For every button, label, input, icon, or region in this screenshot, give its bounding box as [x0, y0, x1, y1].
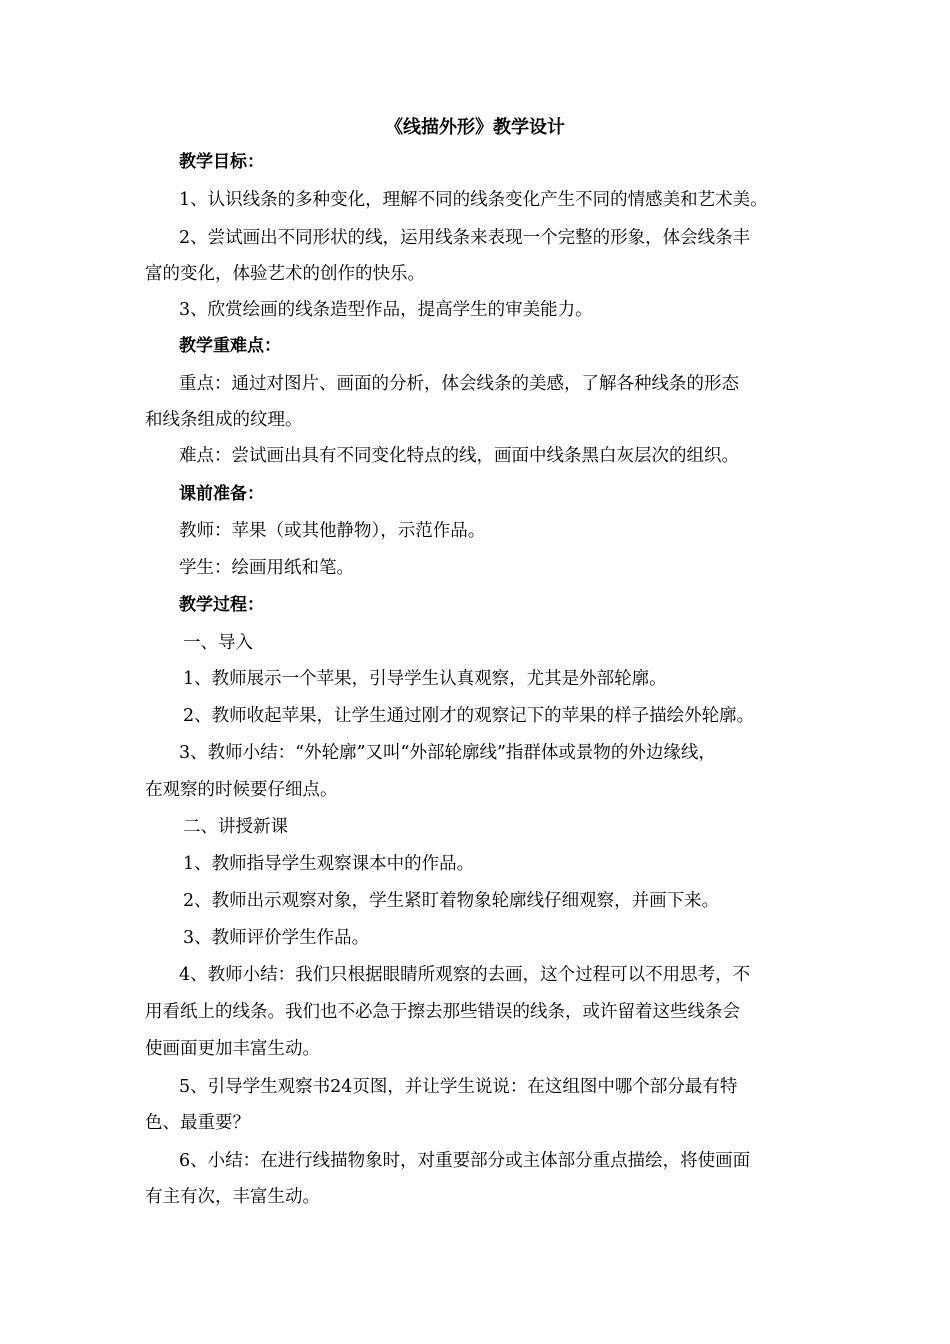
paragraph-line: 3、教师小结：“外轮廓”又叫“外部轮廓线”指群体或景物的外边缘线， — [179, 743, 716, 763]
paragraph-line: 难点：尝试画出具有不同变化特点的线，画面中线条黑白灰层次的组织。 — [179, 446, 739, 466]
paragraph-line: 用看纸上的线条。我们也不必急于擦去那些错误的线条，或许留着这些线条会 — [145, 1002, 740, 1022]
section-heading: 教学重难点： — [179, 336, 281, 356]
paragraph-line: 5、引导学生观察书24页图，并让学生说说：在这组图中哪个部分最有特 — [179, 1077, 738, 1097]
section-heading: 教学目标： — [179, 152, 264, 172]
paragraph-line: 4、教师小结：我们只根据眼睛所观察的去画，这个过程可以不用思考，不 — [179, 965, 751, 985]
paragraph-line: 1、认识线条的多种变化，理解不同的线条变化产生不同的情感美和艺术美。 — [179, 190, 768, 210]
paragraph-line: 1、教师展示一个苹果，引导学生认真观察，尤其是外部轮廓。 — [183, 669, 667, 689]
paragraph-line: 2、教师出示观察对象，学生紧盯着物象轮廓线仔细观察，并画下来。 — [183, 891, 720, 911]
paragraph-line: 一、导入 — [183, 633, 253, 653]
paragraph-line: 教师：苹果（或其他静物），示范作品。 — [179, 521, 486, 541]
paragraph-line: 使画面更加丰富生动。 — [145, 1039, 320, 1059]
paragraph-line: 1、教师指导学生观察课本中的作品。 — [183, 854, 475, 874]
paragraph-line: 2、尝试画出不同形状的线，运用线条来表现一个完整的形象，体会线条丰 — [179, 228, 751, 248]
paragraph-line: 学生：绘画用纸和笔。 — [179, 558, 354, 578]
paragraph-line: 色、最重要？ — [145, 1113, 250, 1133]
paragraph-line: 富的变化，体验艺术的创作的快乐。 — [145, 264, 425, 284]
paragraph-line: 二、讲授新课 — [183, 817, 288, 837]
paragraph-line: 有主有次，丰富生动。 — [145, 1187, 320, 1207]
paragraph-line: 重点：通过对图片、画面的分析，体会线条的美感，了解各种线条的形态 — [179, 374, 739, 394]
paragraph-line: 3、欣赏绘画的线条造型作品，提高学生的审美能力。 — [179, 300, 593, 320]
section-heading: 课前准备： — [179, 484, 264, 504]
paragraph-line: 在观察的时候要仔细点。 — [145, 780, 338, 800]
paragraph-line: 6、小结：在进行线描物象时，对重要部分或主体部分重点描绘，将使画面 — [179, 1151, 751, 1171]
document-title: 《线描外形》教学设计 — [385, 117, 565, 138]
paragraph-line: 2、教师收起苹果，让学生通过刚才的观察记下的苹果的样子描绘外轮廓。 — [183, 706, 755, 726]
section-heading: 教学过程： — [179, 595, 264, 615]
paragraph-line: 3、教师评价学生作品。 — [183, 928, 370, 948]
paragraph-line: 和线条组成的纹理。 — [145, 410, 303, 430]
